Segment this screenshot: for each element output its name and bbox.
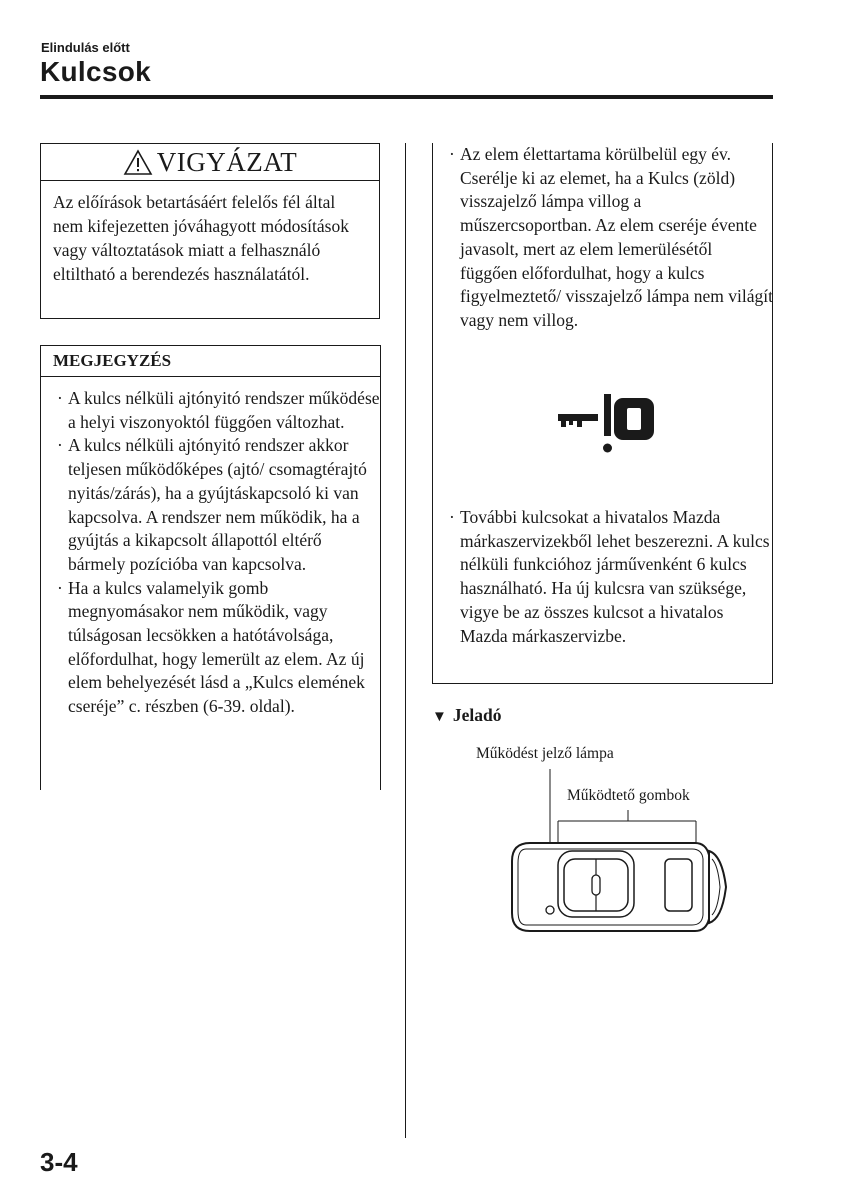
subsection-title: Jeladó <box>452 705 502 725</box>
list-item: · A kulcs nélküli ajtónyitó rendszer működése a helyi viszonyoktól függően változhat. <box>57 388 380 432</box>
warning-triangle-icon <box>123 149 153 176</box>
list-item: · Ha a kulcs valamelyik gomb megnyomásakor nem működik, vagy túlságosan lecsökken a hatótávolsága, előfordulhat, hogy lemerült az elem. Az új elem behelyezését lásd a „Kulcs elemének cseréje” c. részben (6-39. oldal). <box>57 577 365 717</box>
triangle-down-icon: ▼ <box>432 709 447 725</box>
section-label: Elindulás előtt <box>41 40 130 55</box>
right-note-box <box>432 143 773 684</box>
list-item-text: A kulcs nélküli ajtónyitó rendszer működése a helyi viszonyoktól függően változhat. <box>68 388 380 432</box>
list-item: · Az elem élettartama körülbelül egy év. Cserélje ki az elemet, ha a Kulcs (zöld) visszajelző lámpa villog a műszercsoportban. Az elem cseréje évente javasolt, mert az elem lemerülésétől függően előfordulhat, hogy a kulcs figyelmeztető/ visszajelző lámpa nem világít vagy nem villog. <box>449 144 773 330</box>
figure-label-buttons: Működtető gombok <box>567 787 690 804</box>
note-list <box>40 387 381 719</box>
list-item-text: A kulcs nélküli ajtónyitó rendszer akkor teljesen működőképes (ajtó/ csomagtérajtó nyitás/zárás), ha a gyújtáskapcsoló ki van kapcsolva. A rendszer nem működik, ha a gyújtás a kikapcsolt állapottól eltérő bármely pozícióba van kapcsolva. <box>68 435 367 574</box>
page-number: 3-4 <box>40 1147 78 1177</box>
right-list-bottom <box>432 506 773 648</box>
list-item: · További kulcsokat a hivatalos Mazda márkaszervizekből lehet beszerezni. A kulcs nélküli funkcióhoz járművenként 6 kulcs használható. Ha új kulcsra van szüksége, vigye be az összes kulcsot a hivatalos Mazda márkaszervizbe. <box>449 507 770 646</box>
key-warning-indicator-icon <box>556 388 656 468</box>
key-fob-illustration <box>500 755 740 940</box>
caution-title: VIGYÁZAT <box>156 146 298 177</box>
title-rule <box>40 95 773 99</box>
caution-header <box>41 144 379 181</box>
note-box <box>40 345 381 790</box>
list-item-text: Ha a kulcs valamelyik gomb megnyomásakor nem működik, vagy túlságosan lecsökken a hatótávolsága, előfordulhat, hogy lemerült az elem. Az új elem behelyezését lásd a „Kulcs elemének cseréje” c. részben (6-39. oldal). <box>68 577 365 717</box>
column-divider <box>405 143 406 1138</box>
right-list-top <box>432 143 773 333</box>
note-title: MEGJEGYZÉS <box>40 345 381 377</box>
figure-label-lamp: Működést jelző lámpa <box>476 745 614 762</box>
subsection-heading <box>432 705 501 726</box>
list-item: · A kulcs nélküli ajtónyitó rendszer akkor teljesen működőképes (ajtó/ csomagtérajtó nyitás/zárás), ha a gyújtáskapcsoló ki van kapcsolva. A rendszer nem működik, ha a gyújtás a kikapcsolt állapottól eltérő bármely pozícióba van kapcsolva. <box>57 435 367 574</box>
caution-box <box>40 143 380 319</box>
page-title: Kulcsok <box>40 56 152 87</box>
caution-text: Az előírások betartásáért felelős fél által nem kifejezetten jóváhagyott módosítások vagy változtatások miatt a felhasználó eltiltható a berendezés használatától. <box>53 192 349 284</box>
list-item-text: További kulcsokat a hivatalos Mazda márkaszervizekből lehet beszerezni. A kulcs nélküli funkcióhoz járművenként 6 kulcs használható. Ha új kulcsra van szüksége, vigye be az összes kulcsot a hivatalos Mazda márkaszervizbe. <box>460 507 770 646</box>
list-item-text: Az elem élettartama körülbelül egy év. Cserélje ki az elemet, ha a Kulcs (zöld) visszajelző lámpa villog a műszercsoportban. Az elem cseréje évente javasolt, mert az elem lemerülésétől függően előfordulhat, hogy a kulcs figyelmeztető/ visszajelző lámpa nem világít vagy nem villog. <box>460 144 773 330</box>
